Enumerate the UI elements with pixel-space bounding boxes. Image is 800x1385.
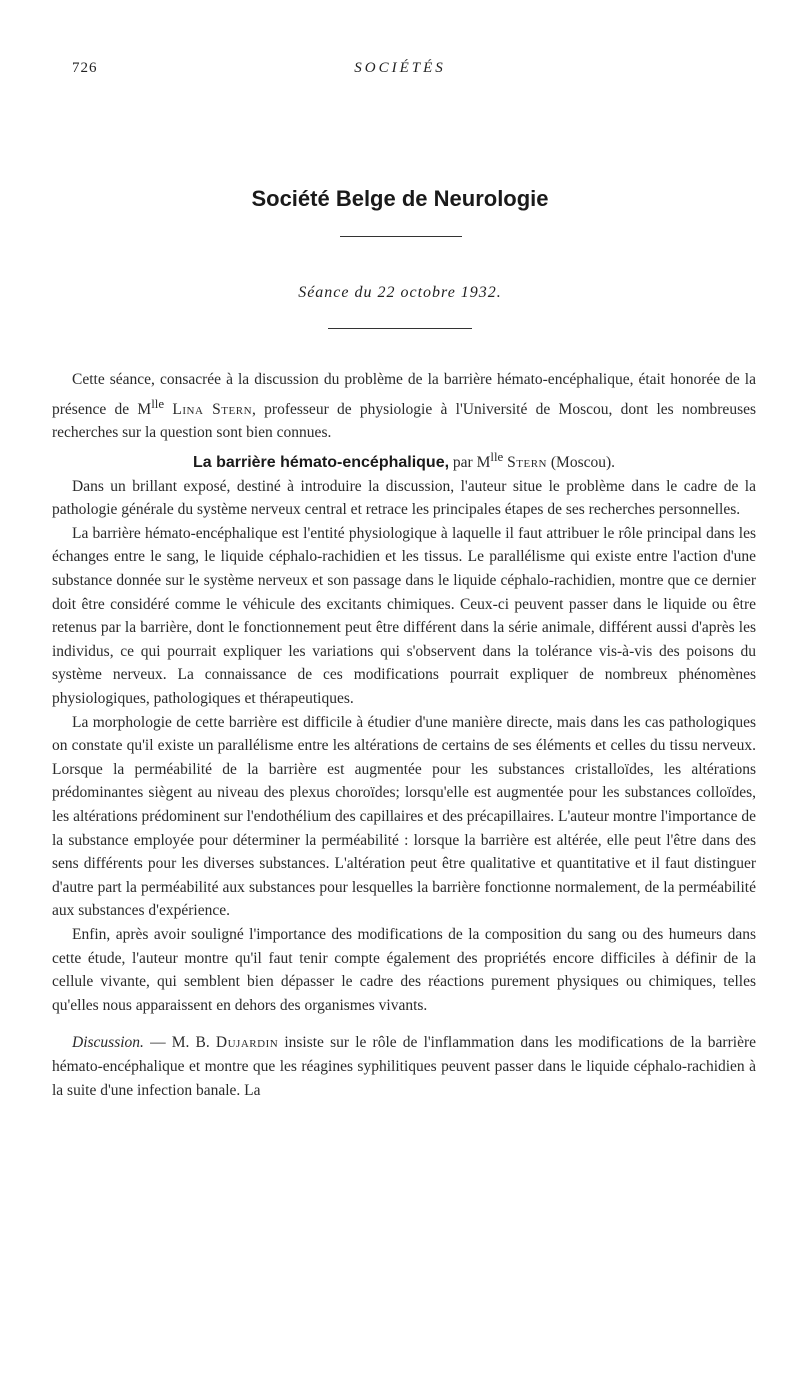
article-by: par M — [452, 454, 491, 472]
body-text — [52, 368, 756, 1102]
paragraph: Dans un brillant exposé, destiné à introduire la discussion, l'auteur situe le problème dans le cadre de la pathologie générale du système nerveux central et retrace les principales étapes de ses recherches personnelles. — [52, 477, 756, 519]
article-affiliation: (Moscou). — [550, 454, 616, 472]
intro-text-1: Cette séance, consacrée à la discussion du problème de la barrière hémato-encéphalique, était honorée de la présence de M — [52, 371, 756, 418]
paragraph: Enfin, après avoir souligné l'importance des modifications de la composition du sang ou des humeurs dans cette étude, l'auteur montre qu'il faut tenir compte également des propriétés encore difficiles à définir de la cellule vivante, qui semblent bien dépasser le cadre des réactions purement physiques ou chimiques, telles qu'elles nous apparaissent en dehors des organismes vivants. — [52, 925, 756, 1014]
intro-text-2: , professeur de physiologie à l'Université de Moscou, dont les nombreuses recherches sur la question sont bien connues. — [52, 400, 757, 442]
title-rule — [340, 236, 462, 237]
intro-title-sup: lle — [151, 395, 165, 411]
article-by-sup: lle — [490, 448, 504, 464]
article-heading — [52, 445, 756, 475]
discussion-paragraph — [52, 1031, 756, 1102]
running-title: SOCIÉTÉS — [354, 60, 446, 76]
date-rule — [328, 328, 472, 329]
article-title: La barrière hémato-encéphalique, — [192, 454, 450, 472]
discussion-label: Discussion. — [72, 1034, 144, 1052]
discussion-text: insiste sur le rôle de l'inflammation dans les modifications de la barrière hémato-encéphalique et montre que les réagines syphilitiques peuvent passer dans le liquide céphalo-rachidien à la suite d'une infection banale. La — [52, 1034, 756, 1099]
intro-name: Lina Stern — [172, 400, 253, 418]
paragraph: La morphologie de cette barrière est difficile à étudier d'une manière directe, mais dans les cas pathologiques on constate qu'il existe un parallélisme entre les altérations de certains de ses éléments et celles du tissu nerveux. Lorsque la perméabilité de la barrière est augmentée pour les substances cristalloïdes, les altérations prédominantes siègent au niveau des plexus choroïdes; lorsqu'elle est augmentée pour les substances colloïdes, les altérations prédominent sur l'endothélium des capillaires et des précapillaires. L'auteur montre l'importance de la substance employée pour déterminer la perméabilité : lorsque la barrière est altérée, elle peut l'être dans des sens différents pour les diverses substances. L'altération peut être qualitative et quantitative et il faut distinguer d'autre part la perméabilité aux substances pour lesquelles la barrière fonctionne normalement, de la perméabilité aux substances d'expérience. — [52, 713, 756, 920]
intro-paragraph — [52, 368, 756, 445]
article-author: Stern — [507, 454, 547, 472]
society-title: Société Belge de Neurologie — [251, 186, 549, 211]
discussion-prefix: — M. B. — [143, 1034, 216, 1052]
discussion-name: Dujardin — [215, 1034, 279, 1052]
paragraph: La barrière hémato-encéphalique est l'entité physiologique à laquelle il faut attribuer le rôle principal dans les échanges entre le sang, le liquide céphalo-rachidien et les tissus. Le parallélisme qui existe entre l'action d'une substance donnée sur le système nerveux et son passage dans le liquide céphalo-rachidien, montre que ce dernier doit être considéré comme le véhicule des excitants chimiques. Ceux-ci peuvent passer dans le liquide ou être retenus par la barrière, dont le fonctionnement peut être différent dans la série animale, différent aussi d'après les individus, ce qui pourrait expliquer les variations qui s'observent dans la tolérance vis-à-vis des poisons du système nerveux. La connaissance de ces modifications pourrait expliquer de nombreux phénomènes physiologiques, pathologiques et thérapeutiques. — [52, 524, 756, 708]
session-date: Séance du 22 octobre 1932. — [298, 284, 502, 301]
page-number: 726 — [72, 60, 98, 76]
